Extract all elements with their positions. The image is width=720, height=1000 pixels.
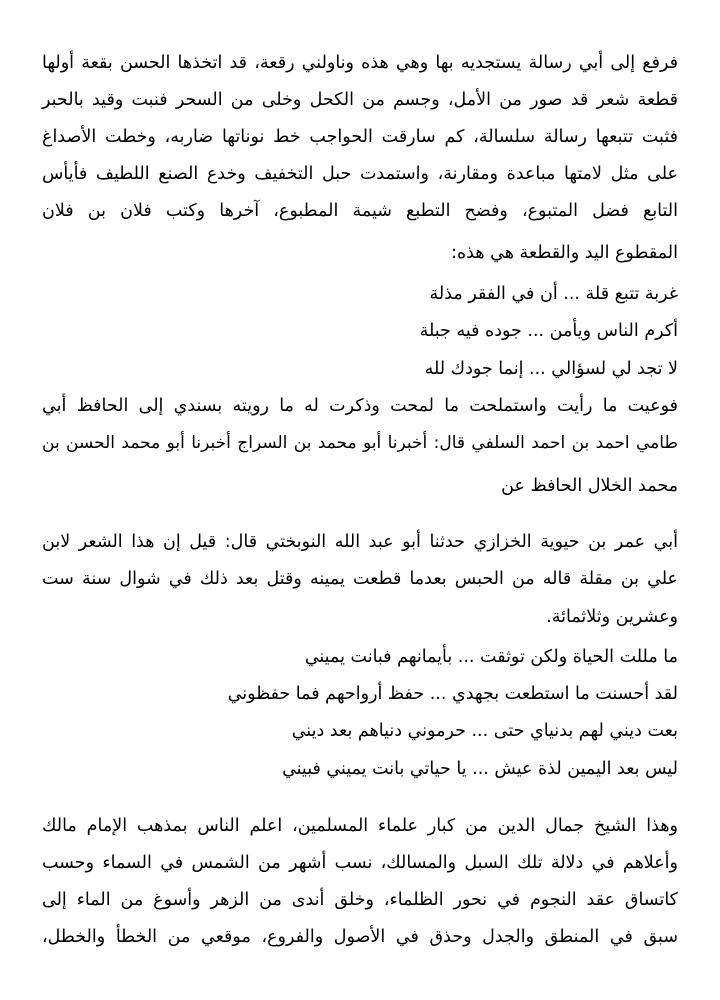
text-line: فوعيت ما رأيت واستملحت ما لمحت وذكرت له ما رويته بسندي إلى الحافظ أبي	[42, 396, 678, 416]
text-line: المقطوع اليد والقطعة هي هذه:	[451, 243, 678, 263]
text-line: علي بن مقلة قاله من الحبس بعدما قطعت يمينه وقتل بعد ذلك في شوال سنة ست	[42, 569, 678, 589]
text-line: طامي احمد بن احمد السلفي قال: أخبرنا أبو محمد بن السراج أخبرنا أبو محمد الحسن بن	[42, 433, 678, 453]
verse-line: أكرم الناس ويأمن ... جوده فيه جبلة	[419, 321, 678, 341]
text-line: وعشرين وثلاثمائة.	[546, 607, 678, 627]
text-line: قطعة شعر قد صور من الأمل، وجسم من الكحل وخلى من السحر فنبت وقيد بالحبر	[42, 90, 678, 110]
text-line: كاتساق عقد النجوم في نحور الظلماء، وخلق أندى من الزهر وأسوغ من الماء إلى	[42, 890, 678, 910]
verse-line: بعت ديني لهم بدنياي حتى ... حرموني دنياهم بعد ديني	[291, 721, 678, 741]
text-line: التابع فضل المتبوع، وفضح التطبع شيمة المطبوع، آخرها وكتب فلان بن فلان	[42, 201, 678, 221]
verse-line: ليس بعد اليمين لذة عيش ... يا حياتي بانت يميني فبيني	[282, 759, 678, 779]
verse-line: غربة تتبع قلة ... أن في الفقر مذلة	[429, 284, 678, 304]
text-line: سبق في المنطق والجدل وحذق في الأصول والفروع، موقعي من الخطأ والخطل،	[42, 927, 678, 947]
text-line: على مثل لامتها مباعدة ومقارنة، واستمدت حبل التخفيف وخدع الصنع اللطيف فأيأس	[42, 164, 678, 184]
text-line: محمد الخلال الحافظ عن	[501, 476, 678, 496]
verse-line: لا تجد لي لسؤالي ... إنما جودك لله	[424, 359, 678, 379]
text-line: وأعلاهم في دلالة تلك السبل والمسالك، نسب أشهر من الشمس في السماء وحسب	[42, 853, 678, 873]
text-line: فرفع إلى أبي رسالة يستجديه بها وهي هذه وناولني رقعة، قد اتخذها الحسن بقعة أولها	[42, 53, 678, 73]
verse-line: لقد أحسنت ما استطعت بجهدي ... حفظ أرواحهم فما حفظوني	[227, 684, 678, 704]
text-line: وهذا الشيخ جمال الدين من كبار علماء المسلمين، اعلم الناس بمذهب الإمام مالك	[42, 816, 678, 836]
verse-line: ما مللت الحياة ولكن توثقت ... بأيمانهم فبانت يميني	[304, 647, 678, 667]
text-line: أبي عمر بن حيوية الخزازي حدثنا أبو عبد الله النوبختي قال: قيل إن هذا الشعر لابن	[42, 532, 678, 552]
text-line: فثبت تتبعها رسالة سلسالة، كم سارقت الحواجب خط نوناتها ضاربه، وخطت الأصداغ	[42, 127, 678, 147]
